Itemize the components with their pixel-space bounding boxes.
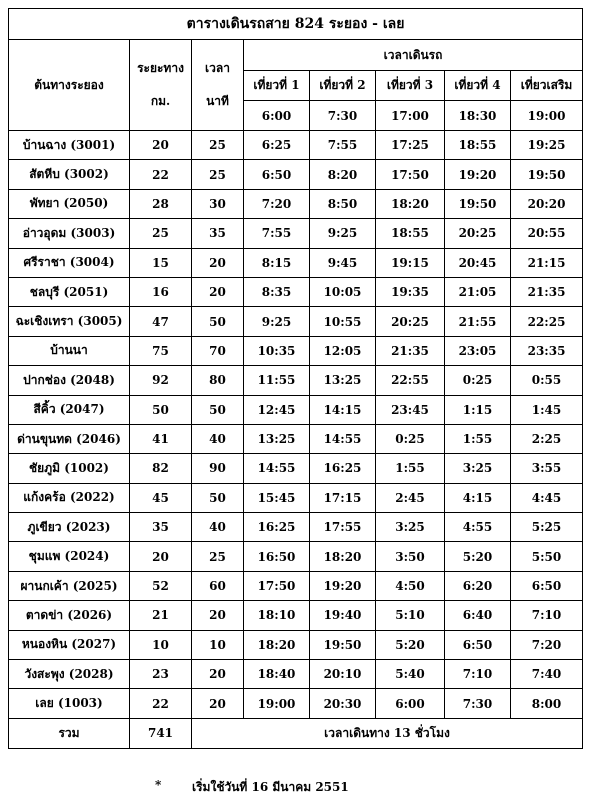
arrival-time: 9:25: [244, 307, 310, 336]
table-row: [9, 601, 583, 630]
travel-minutes: 25: [192, 542, 244, 571]
distance-km: 22: [130, 160, 192, 189]
arrival-time: 18:40: [244, 660, 310, 689]
arrival-time: 14:15: [310, 395, 376, 424]
travel-minutes: 25: [192, 160, 244, 189]
arrival-time: 9:25: [310, 219, 376, 248]
distance-km: 50: [130, 395, 192, 424]
arrival-time: 21:35: [376, 336, 445, 365]
arrival-time: 4:55: [445, 513, 511, 542]
arrival-time: 17:50: [376, 160, 445, 189]
station-name: สีคิ้ว (2047): [9, 395, 130, 424]
travel-minutes: 20: [192, 689, 244, 718]
arrival-time: 20:45: [445, 248, 511, 277]
table-row: [9, 630, 583, 659]
arrival-time: 0:25: [376, 424, 445, 453]
station-name: เลย (1003): [9, 689, 130, 718]
arrival-time: 19:20: [445, 160, 511, 189]
arrival-time: 18:55: [445, 131, 511, 160]
arrival-time: 7:30: [445, 689, 511, 718]
origin-header: ต้นทางระยอง: [9, 40, 130, 131]
arrival-time: 20:10: [310, 660, 376, 689]
arrival-time: 12:45: [244, 395, 310, 424]
table-row: [9, 424, 583, 453]
arrival-time: 22:55: [376, 366, 445, 395]
arrival-time: 5:25: [511, 513, 583, 542]
travel-minutes: 50: [192, 395, 244, 424]
station-name: ด่านขุนทด (2046): [9, 424, 130, 453]
station-name: ตาดข่า (2026): [9, 601, 130, 630]
arrival-time: 0:25: [445, 366, 511, 395]
station-name: บ้านฉาง (3001): [9, 131, 130, 160]
station-name: ปากช่อง (2048): [9, 366, 130, 395]
arrival-time: 4:50: [376, 571, 445, 600]
arrival-time: 23:45: [376, 395, 445, 424]
arrival-time: 3:25: [376, 513, 445, 542]
table-row: [9, 571, 583, 600]
station-name: ชัยภูมิ (1002): [9, 454, 130, 483]
arrival-time: 3:50: [376, 542, 445, 571]
table-row: [9, 189, 583, 218]
arrival-time: 17:50: [244, 571, 310, 600]
start-time: 17:00: [376, 101, 445, 131]
arrival-time: 10:05: [310, 277, 376, 306]
arrival-time: 18:20: [310, 542, 376, 571]
distance-header-line2: กม.: [150, 94, 171, 108]
travel-minutes: 40: [192, 424, 244, 453]
arrival-time: 7:10: [445, 660, 511, 689]
arrival-time: 21:55: [445, 307, 511, 336]
arrival-time: 4:15: [445, 483, 511, 512]
table-title: ตารางเดินรถสาย 824 ระยอง - เลย: [9, 9, 583, 40]
arrival-time: 20:25: [376, 307, 445, 336]
arrival-time: 18:10: [244, 601, 310, 630]
arrival-time: 10:35: [244, 336, 310, 365]
travel-minutes: 25: [192, 131, 244, 160]
distance-km: 75: [130, 336, 192, 365]
distance-km: 41: [130, 424, 192, 453]
arrival-time: 5:40: [376, 660, 445, 689]
trip-header: เที่ยวเสริม: [511, 71, 583, 101]
bus-schedule-table: [8, 8, 583, 749]
table-row: [9, 277, 583, 306]
arrival-time: 18:20: [244, 630, 310, 659]
trip-header: เที่ยวที่ 1: [244, 71, 310, 101]
distance-km: 20: [130, 131, 192, 160]
total-label: รวม: [9, 718, 130, 748]
distance-km: 23: [130, 660, 192, 689]
distance-km: 16: [130, 277, 192, 306]
table-row: [9, 248, 583, 277]
table-row: [9, 366, 583, 395]
travel-minutes: 80: [192, 366, 244, 395]
arrival-time: 19:50: [511, 160, 583, 189]
schedule-header: เวลาเดินรถ: [244, 40, 583, 71]
arrival-time: 4:45: [511, 483, 583, 512]
distance-km: 20: [130, 542, 192, 571]
arrival-time: 14:55: [310, 424, 376, 453]
travel-minutes: 20: [192, 248, 244, 277]
travel-minutes: 70: [192, 336, 244, 365]
station-name: ชุมแพ (2024): [9, 542, 130, 571]
arrival-time: 16:25: [244, 513, 310, 542]
start-time: 18:30: [445, 101, 511, 131]
schedule-rows: [9, 131, 583, 719]
arrival-time: 6:40: [445, 601, 511, 630]
arrival-time: 16:50: [244, 542, 310, 571]
arrival-time: 17:25: [376, 131, 445, 160]
arrival-time: 21:05: [445, 277, 511, 306]
arrival-time: 7:55: [310, 131, 376, 160]
station-name: พัทยา (2050): [9, 189, 130, 218]
distance-km: 52: [130, 571, 192, 600]
arrival-time: 13:25: [244, 424, 310, 453]
travel-minutes: 50: [192, 307, 244, 336]
travel-minutes: 35: [192, 219, 244, 248]
arrival-time: 5:50: [511, 542, 583, 571]
trip-header: เที่ยวที่ 4: [445, 71, 511, 101]
station-name: บ้านนา: [9, 336, 130, 365]
arrival-time: 19:40: [310, 601, 376, 630]
station-name: อ่าวอุดม (3003): [9, 219, 130, 248]
time-header-line1: เวลา: [205, 61, 230, 75]
arrival-time: 7:55: [244, 219, 310, 248]
distance-km: 15: [130, 248, 192, 277]
station-name: ชลบุรี (2051): [9, 277, 130, 306]
total-duration: เวลาเดินทาง 13 ชั่วโมง: [192, 718, 583, 748]
arrival-time: 16:25: [310, 454, 376, 483]
arrival-time: 21:15: [511, 248, 583, 277]
station-name: ฉะเชิงเทรา (3005): [9, 307, 130, 336]
arrival-time: 2:45: [376, 483, 445, 512]
arrival-time: 17:15: [310, 483, 376, 512]
table-row: [9, 454, 583, 483]
arrival-time: 7:20: [244, 189, 310, 218]
arrival-time: 3:55: [511, 454, 583, 483]
arrival-time: 8:50: [310, 189, 376, 218]
arrival-time: 9:45: [310, 248, 376, 277]
arrival-time: 8:15: [244, 248, 310, 277]
arrival-time: 6:00: [376, 689, 445, 718]
arrival-time: 5:20: [445, 542, 511, 571]
distance-km: 22: [130, 689, 192, 718]
arrival-time: 19:20: [310, 571, 376, 600]
arrival-time: 19:15: [376, 248, 445, 277]
travel-minutes: 20: [192, 660, 244, 689]
arrival-time: 7:20: [511, 630, 583, 659]
trip-header: เที่ยวที่ 3: [376, 71, 445, 101]
arrival-time: 20:25: [445, 219, 511, 248]
arrival-time: 13:25: [310, 366, 376, 395]
station-name: ผานกเค้า (2025): [9, 571, 130, 600]
distance-km: 10: [130, 630, 192, 659]
arrival-time: 19:50: [310, 630, 376, 659]
arrival-time: 23:05: [445, 336, 511, 365]
distance-km: 82: [130, 454, 192, 483]
arrival-time: 0:55: [511, 366, 583, 395]
arrival-time: 6:20: [445, 571, 511, 600]
travel-minutes: 10: [192, 630, 244, 659]
station-name: หนองหิน (2027): [9, 630, 130, 659]
arrival-time: 14:55: [244, 454, 310, 483]
arrival-time: 6:50: [244, 160, 310, 189]
arrival-time: 23:35: [511, 336, 583, 365]
table-row: [9, 160, 583, 189]
arrival-time: 6:50: [445, 630, 511, 659]
arrival-time: 17:55: [310, 513, 376, 542]
start-time: 6:00: [244, 101, 310, 131]
distance-km: 92: [130, 366, 192, 395]
travel-minutes: 40: [192, 513, 244, 542]
arrival-time: 19:25: [511, 131, 583, 160]
arrival-time: 18:55: [376, 219, 445, 248]
distance-km: 35: [130, 513, 192, 542]
total-row: [9, 718, 583, 748]
distance-km: 25: [130, 219, 192, 248]
travel-minutes: 20: [192, 601, 244, 630]
arrival-time: 18:20: [376, 189, 445, 218]
arrival-time: 15:45: [244, 483, 310, 512]
start-time: 19:00: [511, 101, 583, 131]
arrival-time: 6:50: [511, 571, 583, 600]
distance-km: 28: [130, 189, 192, 218]
arrival-time: 2:25: [511, 424, 583, 453]
travel-minutes: 60: [192, 571, 244, 600]
footnote-text: เริ่มใช้วันที่ 16 มีนาคม 2551: [192, 780, 349, 794]
station-name: ภูเขียว (2023): [9, 513, 130, 542]
arrival-time: 22:25: [511, 307, 583, 336]
table-row: [9, 689, 583, 718]
distance-km: 47: [130, 307, 192, 336]
arrival-time: 8:00: [511, 689, 583, 718]
arrival-time: 5:10: [376, 601, 445, 630]
station-name: วังสะพุง (2028): [9, 660, 130, 689]
travel-minutes: 50: [192, 483, 244, 512]
station-name: ศรีราชา (3004): [9, 248, 130, 277]
arrival-time: 6:25: [244, 131, 310, 160]
time-header: [192, 40, 244, 131]
distance-header-line1: ระยะทาง: [137, 61, 184, 75]
distance-header: [130, 40, 192, 131]
arrival-time: 19:00: [244, 689, 310, 718]
arrival-time: 1:55: [445, 424, 511, 453]
arrival-time: 3:25: [445, 454, 511, 483]
travel-minutes: 20: [192, 277, 244, 306]
arrival-time: 10:55: [310, 307, 376, 336]
arrival-time: 19:50: [445, 189, 511, 218]
table-row: [9, 336, 583, 365]
arrival-time: 1:55: [376, 454, 445, 483]
arrival-time: 7:40: [511, 660, 583, 689]
arrival-time: 8:35: [244, 277, 310, 306]
arrival-time: 12:05: [310, 336, 376, 365]
total-distance: 741: [130, 718, 192, 748]
time-header-line2: นาที: [206, 94, 229, 108]
station-name: สัตหีบ (3002): [9, 160, 130, 189]
table-row: [9, 513, 583, 542]
start-time: 7:30: [310, 101, 376, 131]
arrival-time: 21:35: [511, 277, 583, 306]
arrival-time: 1:45: [511, 395, 583, 424]
footnote-marker: *: [155, 778, 162, 792]
distance-km: 21: [130, 601, 192, 630]
arrival-time: 8:20: [310, 160, 376, 189]
distance-km: 45: [130, 483, 192, 512]
arrival-time: 20:30: [310, 689, 376, 718]
arrival-time: 5:20: [376, 630, 445, 659]
arrival-time: 1:15: [445, 395, 511, 424]
arrival-time: 20:20: [511, 189, 583, 218]
table-row: [9, 131, 583, 160]
table-row: [9, 395, 583, 424]
table-row: [9, 542, 583, 571]
travel-minutes: 30: [192, 189, 244, 218]
arrival-time: 7:10: [511, 601, 583, 630]
table-row: [9, 660, 583, 689]
table-row: [9, 307, 583, 336]
travel-minutes: 90: [192, 454, 244, 483]
arrival-time: 11:55: [244, 366, 310, 395]
station-name: แก้งคร้อ (2022): [9, 483, 130, 512]
trip-header: เที่ยวที่ 2: [310, 71, 376, 101]
table-row: [9, 483, 583, 512]
table-row: [9, 219, 583, 248]
arrival-time: 19:35: [376, 277, 445, 306]
arrival-time: 20:55: [511, 219, 583, 248]
